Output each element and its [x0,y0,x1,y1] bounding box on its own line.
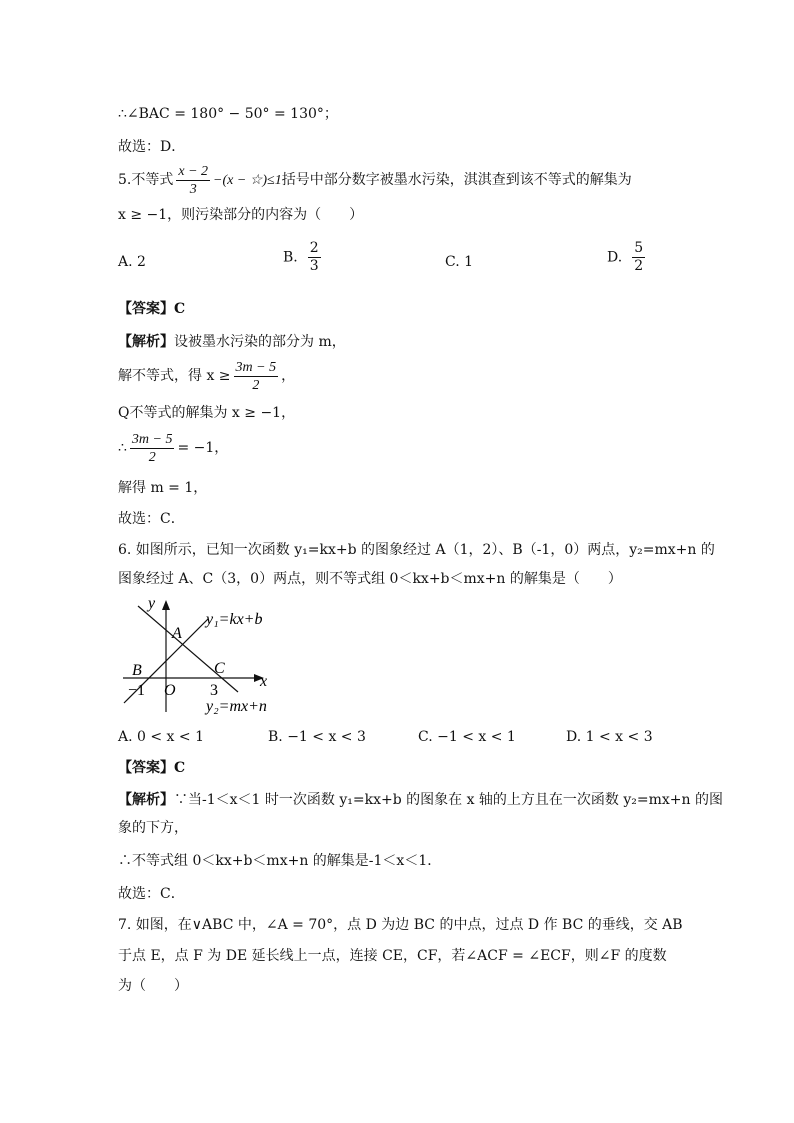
graph-line-y1-label: y₁=kx+b [206,611,263,628]
q5-option-d [607,240,648,275]
q7-stem-line3: 为（ ） [118,978,188,994]
q5-stem-line1 [118,160,632,201]
graph-line-y2-label: y₂=mx+n [206,698,267,715]
q5-option-b-num: 2 [309,240,319,256]
prev-select-line: 故选：D． [118,139,186,155]
q7-stem-line1: 7. 如图，在∨ABC 中，∠A = 70°，点 D 为边 BC 的中点，过点 D 作 BC 的垂线，交 AB [118,917,683,933]
q6-analysis-line3: ∴不等式组 0＜kx+b＜mx+n 的解集是-1＜x＜1． [118,853,442,869]
q5-sol-line4: 解得 m = 1， [118,480,208,496]
q5-option-b-label: B. [283,249,298,266]
q5-sol1-prefix: 解不等式，得 x ≥ [118,368,231,384]
q5-sol-line2: Q不等式的解集为 x ≥ −1， [118,405,296,421]
q6-analysis-line2: 象的下方， [118,820,188,836]
q5-option-c: C. 1 [445,254,474,270]
graph-origin: O [164,682,176,699]
q5-option-b [283,240,324,275]
q5-option-a: A. 2 [118,254,146,270]
q7-stem-line2: 于点 E，点 F 为 DE 延长线上一点，连接 CE，CF，若∠ACF = ∠ECF，则∠F 的度数 [118,948,667,964]
q6-graph [118,594,288,720]
q5-prefix: 5.不等式 [118,172,174,188]
q5-sol3-den: 2 [148,449,156,465]
q5-option-b-frac [308,240,321,275]
q5-option-d-den: 2 [634,258,644,274]
q6-stem-line1: 6. 如图所示，已知一次函数 y₁=kx+b 的图象经过 A（1，2）、B（-1，0）两点，y₂=mx+n 的 [118,542,715,558]
q5-stem-line2: x ≥ −1，则污染部分的内容为（ ） [118,207,364,223]
q5-sol3-num: 3m − 5 [131,431,173,447]
graph-y-arrow [162,600,170,610]
q5-text-after: 括号中部分数字被墨水污染，淇淇查到该不等式的解集为 [281,172,632,188]
q5-sol1-frac [234,359,279,394]
q5-frac-num: x − 2 [178,163,209,179]
q5-option-b-den: 3 [309,258,319,274]
q5-sol-line1 [118,356,295,396]
q6-option-b: B. −1 < x < 3 [268,729,366,745]
q5-select: 故选：C． [118,511,185,527]
q5-option-d-num: 5 [634,240,644,256]
q6-select: 故选：C． [118,886,185,902]
graph-x-label: x [260,673,268,690]
q5-analysis [118,332,346,352]
q6-analysis-text: ∵当-1＜x＜1 时一次函数 y₁=kx+b 的图象在 x 轴的上方且在一次函数 y₂=mx+n 的图 [174,792,723,808]
q5-sol1-den: 2 [252,377,260,393]
q5-sol3-suffix: = −1， [177,440,229,456]
q5-option-d-label: D. [607,249,623,266]
q6-analysis-label: 【解析】 [118,792,174,808]
graph-y-label: y [148,595,156,612]
q5-sol3-prefix: ∴ [118,440,127,456]
q6-stem-line2: 图象经过 A、C（3，0）两点，则不等式组 0＜kx+b＜mx+n 的解集是（ ） [118,571,622,587]
prev-solution-line: ∴∠BAC = 180° − 50° = 130°； [118,106,338,122]
q5-sol1-num: 3m − 5 [235,359,277,375]
graph-point-c: C [214,660,225,677]
graph-point-a: A [172,625,182,642]
q6-analysis-line1 [118,790,723,810]
q5-option-d-frac [632,240,645,275]
graph-tick-3: 3 [210,682,218,699]
q6-answer: 【答案】C [118,760,186,776]
q6-option-d: D. 1 < x < 3 [566,729,653,745]
graph-point-b: B [132,662,142,679]
q5-options [118,240,678,284]
q6-options [118,727,678,747]
q5-analysis-label: 【解析】 [118,334,174,350]
q5-fraction [176,163,210,198]
q5-frac-den: 3 [189,181,197,197]
q5-sol-line3 [118,428,228,468]
q5-mid-expr: −(x − ☆)≤1 [213,173,282,188]
q5-answer: 【答案】C [118,301,186,317]
q5-sol1-suffix: ， [281,368,296,384]
q6-option-c: C. −1 < x < 1 [418,729,516,745]
graph-tick-neg1: −1 [128,682,146,699]
q6-option-a: A. 0 < x < 1 [118,729,204,745]
q5-sol3-frac [130,431,175,466]
q5-analysis-text: 设被墨水污染的部分为 m， [174,334,346,350]
